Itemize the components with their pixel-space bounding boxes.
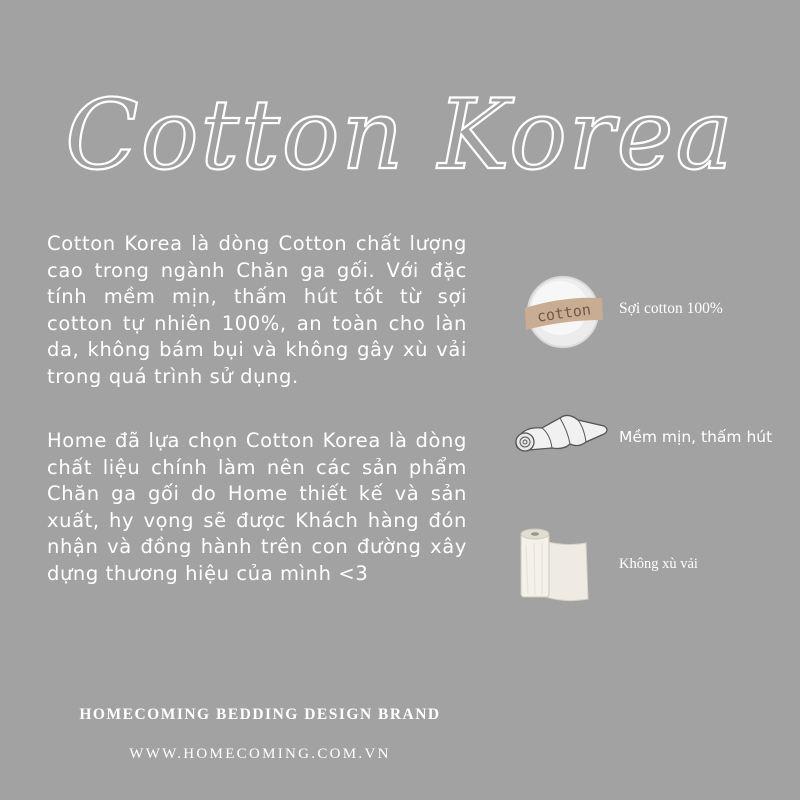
feature-label-no-pilling: Không xù vải (619, 556, 698, 572)
cotton-badge-text: cotton (535, 300, 592, 326)
cotton-ball-icon (516, 272, 606, 352)
feature-label-cotton: Sợi cotton 100% (619, 300, 723, 317)
intro-paragraph: Cotton Korea là dòng Cotton chất lượng cao trong ngành Chăn ga gối. Với đặc tính mềm mịn, thấm hút tốt từ sợi cotton tự nhiên 100%, an toàn cho làn da, không bám bụi và không gây xù vải trong quá trình sử dụng. (47, 232, 467, 388)
brand-paragraph: Home đã lựa chọn Cotton Korea là dòng chất liệu chính làm nên các sản phẩm Chăn ga gối do Home thiết kế và sản xuất, hy vọng sẽ được Khách hàng đón nhận và đồng hành trên con đường xây dựng thương hiệu của mình <3 (47, 429, 467, 585)
website-url[interactable]: WWW.HOMECOMING.COM.VN (129, 746, 391, 762)
brand-name: HOMECOMING BEDDING DESIGN BRAND (79, 706, 441, 723)
page-title (0, 0, 800, 220)
cloth-roll-icon (516, 525, 592, 603)
fabric-roll-icon (508, 404, 612, 466)
feature-label-soft: Mềm mịn, thấm hút (619, 428, 773, 446)
title-text: Cotton Korea (65, 79, 735, 191)
